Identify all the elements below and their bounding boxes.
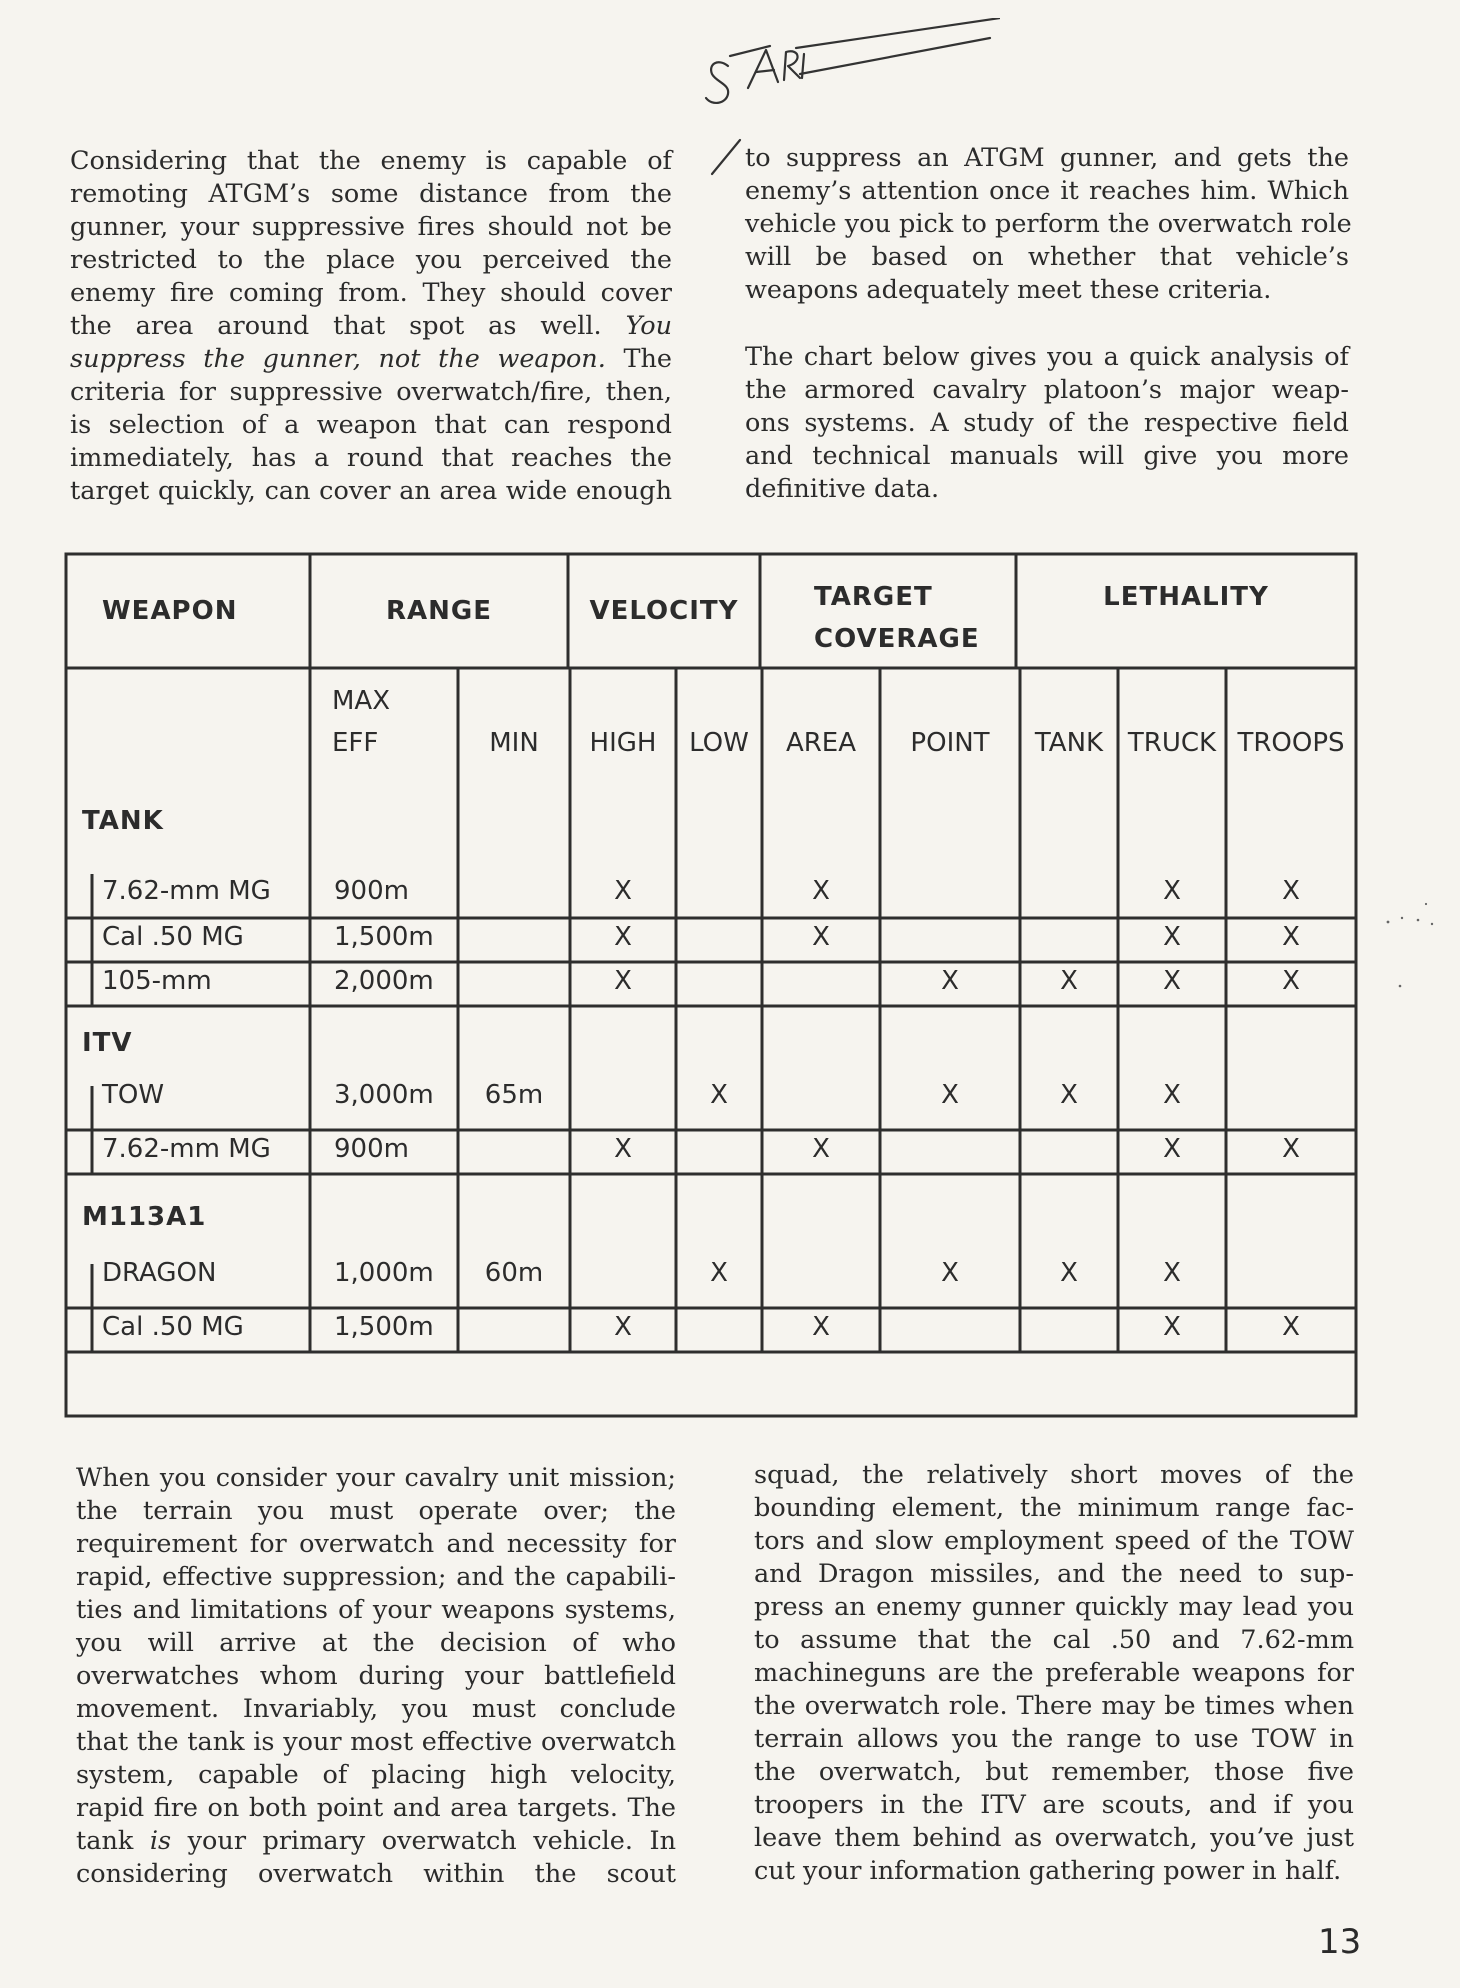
point-cell: X xyxy=(941,1258,959,1288)
subheader-low: LOW xyxy=(689,728,749,758)
text-line: press an enemy gunner quickly may lead you xyxy=(754,1592,1354,1622)
high-cell: X xyxy=(614,1134,632,1164)
text-line: bounding element, the minimum range fac- xyxy=(754,1493,1354,1523)
point-cell: X xyxy=(941,966,959,996)
low-cell: X xyxy=(710,1258,728,1288)
weapons-analysis-table xyxy=(62,550,1360,1420)
area-cell: X xyxy=(812,876,830,906)
truck-cell: X xyxy=(1163,876,1181,906)
page-number: 13 xyxy=(1318,1922,1362,1962)
text-line: immediately, has a round that reaches the xyxy=(70,443,672,473)
text-line: to assume that the cal .50 and 7.62-mm xyxy=(754,1625,1354,1655)
italic-fragment: You xyxy=(625,311,672,341)
text-line: is selection of a weapon that can respond xyxy=(70,410,672,440)
text-line: vehicle you pick to perform the overwatch role xyxy=(745,209,1352,239)
weapon-name-cell: Cal .50 MG xyxy=(102,1312,244,1342)
tank-cell: X xyxy=(1060,966,1078,996)
subheader-min: MIN xyxy=(489,728,539,758)
text-line: weapons adequately meet these criteria. xyxy=(745,275,1272,305)
text-line: to suppress an ATGM gunner, and gets the xyxy=(745,143,1349,173)
text-fragment: tank xyxy=(76,1826,150,1856)
tank-cell: X xyxy=(1060,1080,1078,1110)
italic-fragment: is xyxy=(149,1826,172,1856)
weapon-name-cell: 7.62-mm MG xyxy=(102,876,271,906)
text-line: rapid, effective suppression; and the capabili- xyxy=(76,1562,676,1592)
area-cell: X xyxy=(812,922,830,952)
max-eff-cell: 3,000m xyxy=(334,1080,434,1110)
min-cell: 60m xyxy=(484,1258,544,1288)
text-line: enemy fire coming from. They should cover xyxy=(70,278,672,308)
text-line: the overwatch, but remember, those five xyxy=(754,1757,1354,1787)
max-eff-cell: 1,000m xyxy=(334,1258,434,1288)
group-label-m113a1: M113A1 xyxy=(82,1202,207,1232)
truck-cell: X xyxy=(1163,1080,1181,1110)
text-line: the overwatch role. There may be times when xyxy=(754,1691,1354,1721)
max-eff-cell: 900m xyxy=(334,1134,409,1164)
text-line xyxy=(76,1825,676,1858)
high-cell: X xyxy=(614,1312,632,1342)
max-eff-cell: 900m xyxy=(334,876,409,906)
weapon-name-cell: Cal .50 MG xyxy=(102,922,244,952)
area-cell: X xyxy=(812,1312,830,1342)
text-line: rapid fire on both point and area targets. The xyxy=(76,1793,676,1823)
truck-cell: X xyxy=(1163,1134,1181,1164)
text-line xyxy=(70,343,672,376)
text-line: will be based on whether that vehicle’s xyxy=(745,242,1349,272)
truck-cell: X xyxy=(1163,1258,1181,1288)
text-line: machineguns are the preferable weapons for xyxy=(754,1658,1354,1688)
truck-cell: X xyxy=(1163,966,1181,996)
text-line: When you consider your cavalry unit mission; xyxy=(76,1463,676,1493)
min-cell: 65m xyxy=(484,1080,544,1110)
subheader-area: AREA xyxy=(785,728,857,758)
troops-cell: X xyxy=(1282,922,1300,952)
text-line: and Dragon missiles, and the need to sup- xyxy=(754,1559,1354,1589)
text-fragment: your primary overwatch vehicle. In xyxy=(171,1826,676,1856)
subheader-truck: TRUCK xyxy=(1127,728,1217,758)
italic-fragment: suppress the gunner, not the weapon. xyxy=(70,344,606,374)
text-line: cut your information gathering power in half. xyxy=(754,1856,1342,1886)
weapon-name-cell: DRAGON xyxy=(102,1258,217,1288)
troops-cell: X xyxy=(1282,1312,1300,1342)
text-line: restricted to the place you perceived the xyxy=(70,245,672,275)
text-line: remoting ATGM’s some distance from the xyxy=(70,179,672,209)
area-cell: X xyxy=(812,1134,830,1164)
text-column-bottom-left xyxy=(76,1462,676,1891)
scan-specks xyxy=(1380,890,1450,1000)
weapon-name-cell: 7.62-mm MG xyxy=(102,1134,271,1164)
paragraph xyxy=(745,142,1352,307)
max-eff-cell: 1,500m xyxy=(334,1312,434,1342)
troops-cell: X xyxy=(1282,876,1300,906)
text-line: definitive data. xyxy=(745,474,940,504)
point-cell: X xyxy=(941,1080,959,1110)
high-cell: X xyxy=(614,966,632,996)
text-line xyxy=(70,310,672,343)
text-line: ons systems. A study of the respective field xyxy=(745,408,1349,438)
text-line: movement. Invariably, you must conclude xyxy=(76,1694,676,1724)
subheader-troops: TROOPS xyxy=(1237,728,1345,758)
text-line: the armored cavalry platoon’s major weap- xyxy=(745,375,1349,405)
troops-cell: X xyxy=(1282,966,1300,996)
text-column-top-left xyxy=(70,145,672,508)
max-eff-cell: 1,500m xyxy=(334,922,434,952)
header-target: TARGET xyxy=(814,582,933,612)
paragraph xyxy=(745,341,1349,506)
header-weapon: WEAPON xyxy=(102,596,238,626)
text-line: you will arrive at the decision of who xyxy=(76,1628,676,1658)
text-line: considering overwatch within the scout xyxy=(76,1859,676,1889)
text-line: Considering that the enemy is capable of xyxy=(70,146,672,176)
truck-cell: X xyxy=(1163,1312,1181,1342)
text-line: enemy’s attention once it reaches him. Which xyxy=(745,176,1349,206)
text-line: leave them behind as overwatch, you’ve just xyxy=(754,1823,1354,1853)
text-column-bottom-right xyxy=(754,1459,1354,1888)
max-eff-cell: 2,000m xyxy=(334,966,434,996)
text-line: tors and slow employment speed of the TOW xyxy=(754,1526,1354,1556)
text-line: criteria for suppressive overwatch/fire, then, xyxy=(70,377,672,407)
text-fragment: the area around that spot as well. xyxy=(70,311,626,341)
text-line: that the tank is your most effective overwatch xyxy=(76,1727,676,1757)
text-line: squad, the relatively short moves of the xyxy=(754,1460,1354,1490)
header-coverage: COVERAGE xyxy=(814,624,980,654)
text-line: ties and limitations of your weapons systems, xyxy=(76,1595,676,1625)
header-velocity: VELOCITY xyxy=(589,596,739,626)
header-lethality: LETHALITY xyxy=(1103,582,1269,612)
tank-cell: X xyxy=(1060,1258,1078,1288)
low-cell: X xyxy=(710,1080,728,1110)
group-label-itv: ITV xyxy=(82,1028,133,1058)
group-label-tank: TANK xyxy=(82,806,164,836)
text-line: overwatches whom during your battlefield xyxy=(76,1661,676,1691)
subheader-high: HIGH xyxy=(589,728,657,758)
text-line: system, capable of placing high velocity, xyxy=(76,1760,676,1790)
high-cell: X xyxy=(614,922,632,952)
weapon-name-cell: 105-mm xyxy=(102,966,212,996)
troops-cell: X xyxy=(1282,1134,1300,1164)
subheader-point: POINT xyxy=(910,728,990,758)
text-fragment: The xyxy=(623,344,673,374)
weapon-name-cell: TOW xyxy=(102,1080,165,1110)
high-cell: X xyxy=(614,876,632,906)
text-line: requirement for overwatch and necessity for xyxy=(76,1529,676,1559)
text-line: the terrain you must operate over; the xyxy=(76,1496,676,1526)
text-line: The chart below gives you a quick analysis of xyxy=(745,342,1349,372)
text-line: gunner, your suppressive fires should not be xyxy=(70,212,672,242)
subheader-max: MAX xyxy=(332,686,391,716)
subheader-eff: EFF xyxy=(332,728,379,758)
text-line: and technical manuals will give you more xyxy=(745,441,1349,471)
truck-cell: X xyxy=(1163,922,1181,952)
header-range: RANGE xyxy=(385,596,492,626)
text-line: terrain allows you the range to use TOW in xyxy=(754,1724,1354,1754)
text-column-top-right xyxy=(745,142,1352,540)
subheader-tank: TANK xyxy=(1034,728,1104,758)
text-line: troopers in the ITV are scouts, and if you xyxy=(754,1790,1354,1820)
text-line: target quickly, can cover an area wide enough xyxy=(70,476,672,506)
